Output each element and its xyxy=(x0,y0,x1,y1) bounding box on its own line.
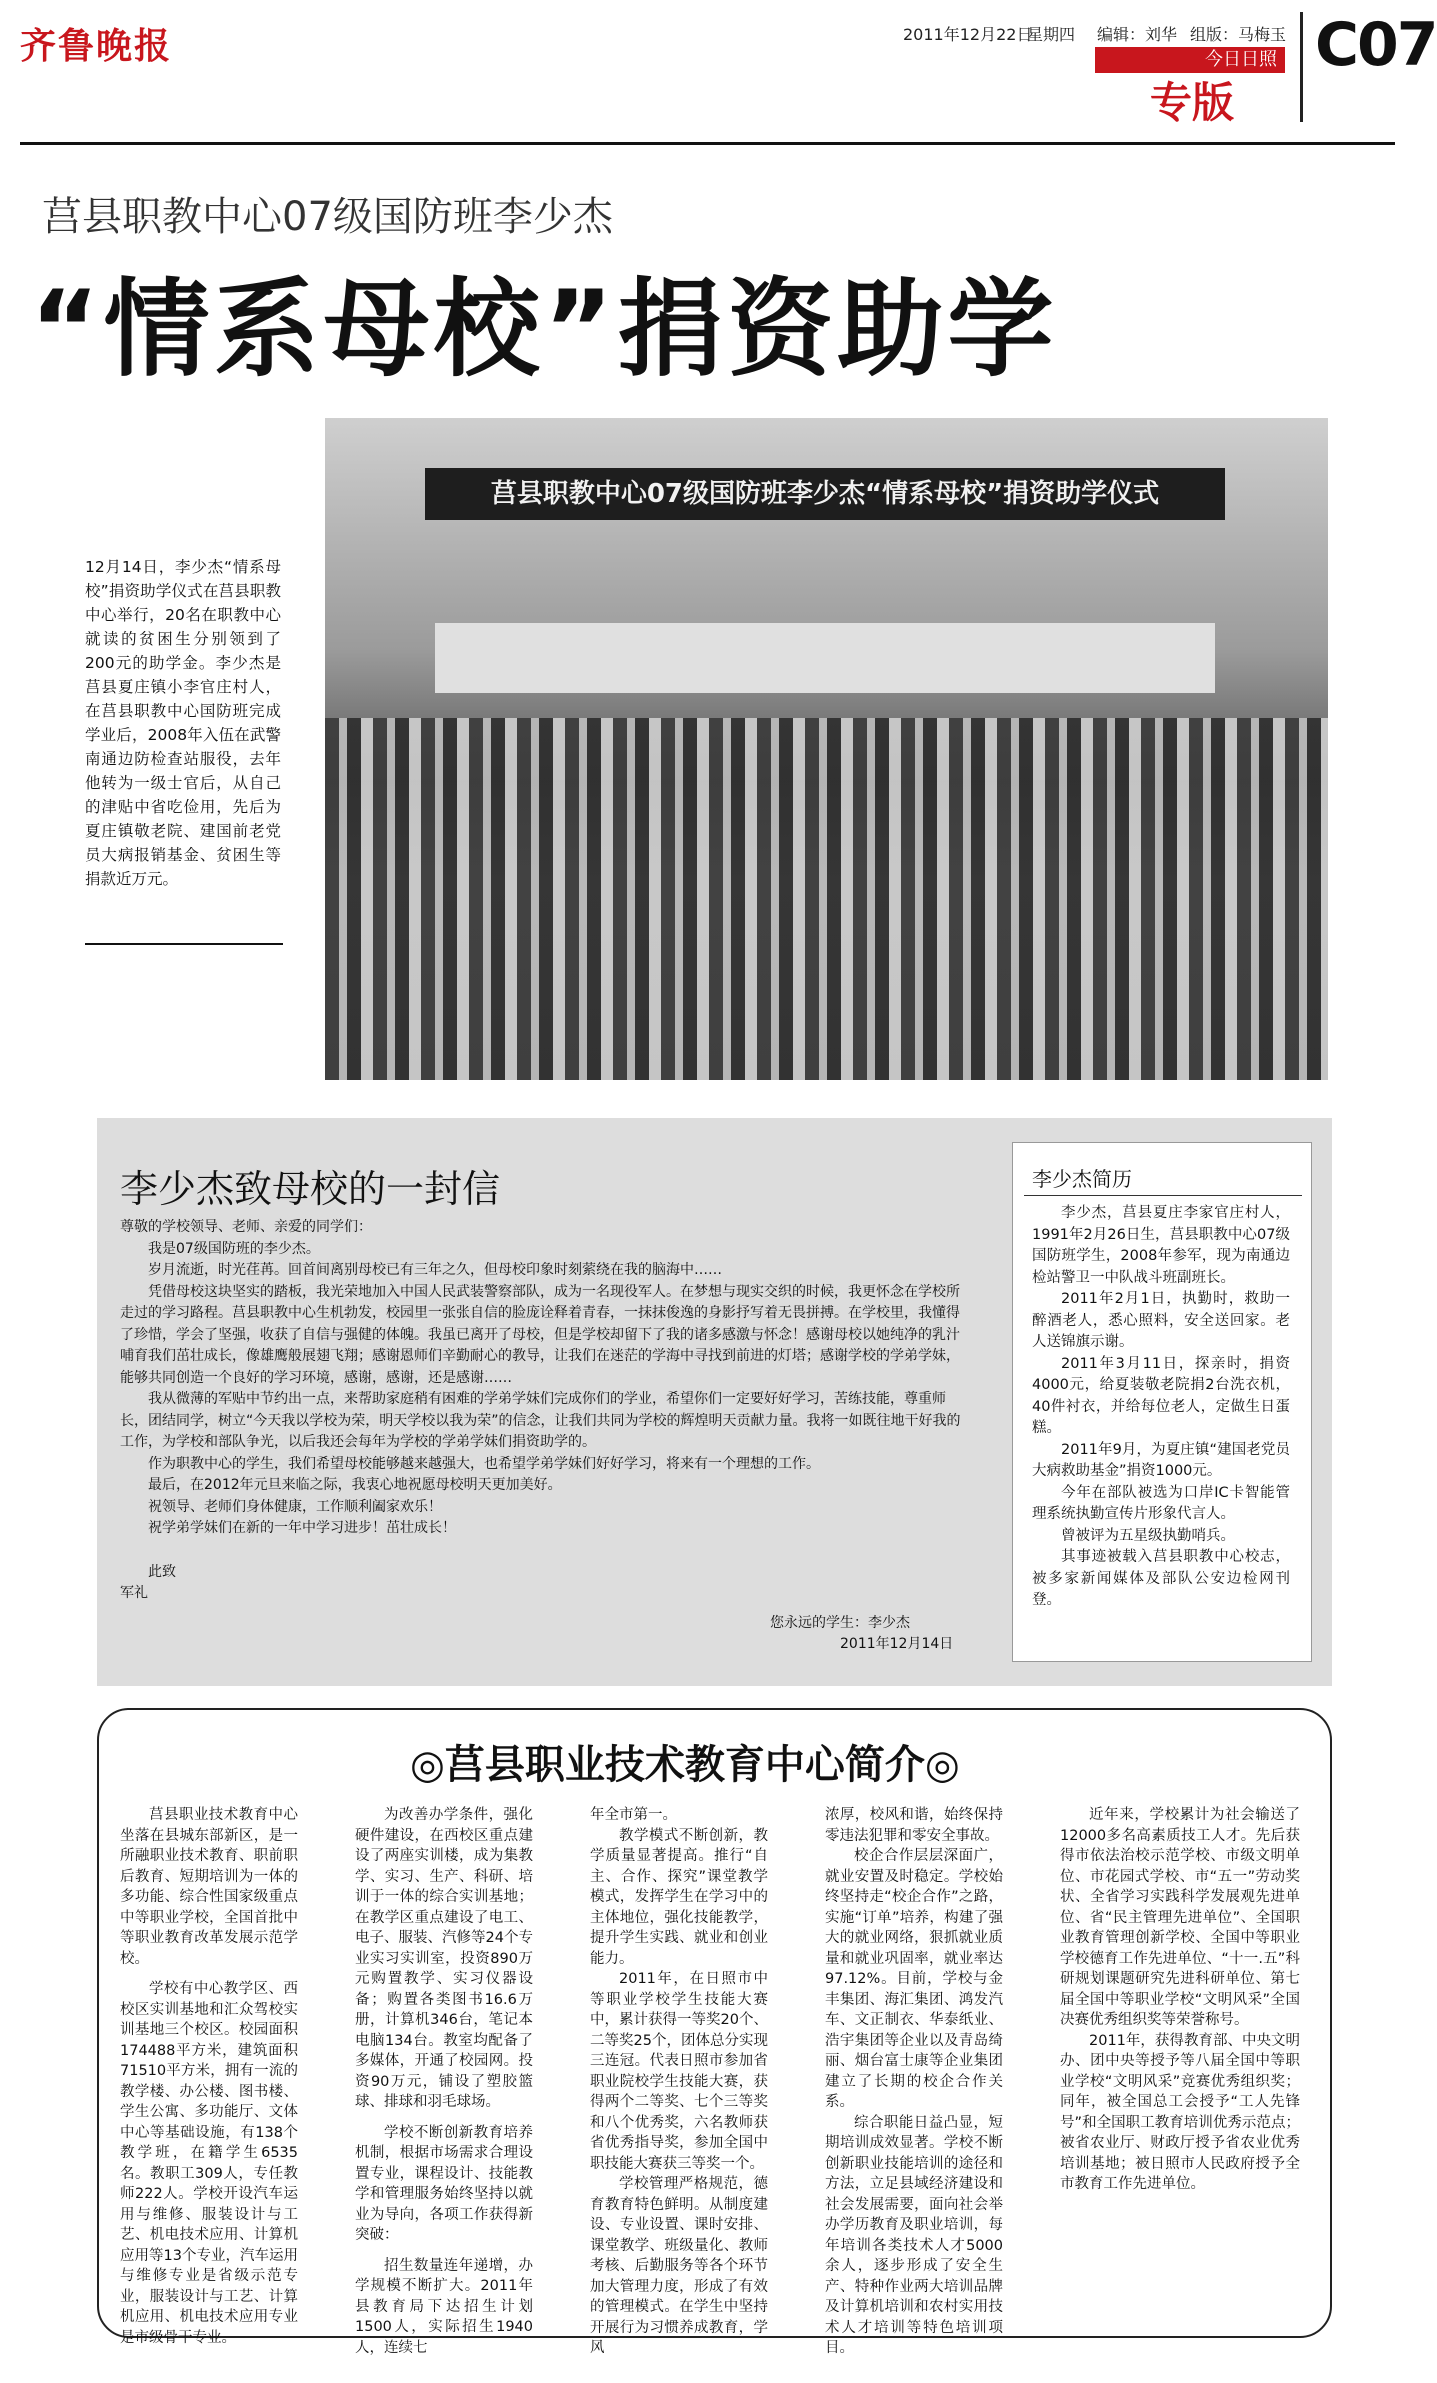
intro-column-2 xyxy=(355,1805,533,2358)
bio-rule xyxy=(1024,1195,1302,1196)
intro-paragraph: 校企合作层层深面广，就业安置及时稳定。学校始终坚持走“校企合作”之路，实施“订单”培养，构建了强大的就业网络，狠抓就业质量和就业巩固率，就业率达97.12%。目前，学校与金丰集团、海汇集团、鸿发汽车、文正制衣、华泰纸业、浩宇集团等企业以及青岛绮丽、烟台富士康等企业集团建立了长期的校企合作关系。 xyxy=(825,1848,1003,2110)
intro-paragraph: 莒县职业技术教育中心坐落在县城东部新区，是一所融职业技术教育、职前职后教育、短期培训为一体的多功能、综合性国家级重点中等职业学校，全国首批中等职业教育改革发展示范学校。 xyxy=(120,1807,298,1967)
intro-paragraph: 招生数量连年递增，办学规模不断扩大。2011年县教育局下达招生计划1500人，实际招生1940人，连续七 xyxy=(355,2257,533,2356)
intro-paragraph: 为改善办学条件，强化硬件建设，在西校区重点建设了两座实训楼，成为集教学、实习、生产、科研、培训于一体的综合实训基地；在教学区重点建设了电工、电子、服装、汽修等24个专业实习实训室，投资890万元购置教学、实习仪器设备；购置各类图书16.6万册，计算机346台，笔记本电脑134台。教室均配备了多媒体，开通了校园网。投资90万元，铺设了塑胶篮球、排球和羽毛球场。 xyxy=(355,1807,533,2110)
bio-paragraph: 其事迹被载入莒县职教中心校志，被多家新闻媒体及部队公安边检网刊登。 xyxy=(1032,1549,1290,1608)
issue-weekday: 星期四 xyxy=(1027,25,1076,44)
intro-column-1 xyxy=(120,1805,298,2348)
bio-body xyxy=(1032,1203,1290,1612)
article-subtitle: 莒县职教中心07级国防班李少杰 xyxy=(42,194,613,240)
header-rule xyxy=(20,142,1395,145)
bio-paragraph: 曾被评为五星级执勤哨兵。 xyxy=(1061,1527,1235,1544)
intro-paragraph: 学校有中心教学区、西校区实训基地和汇众驾校实训基地三个校区。校园面积174488平方米，建筑面积71510平方米，拥有一流的教学楼、办公楼、图书楼、学生公寓、多功能厅、文体中心等基础设施，有138个教学班，在籍学生6535名。教职工309人，专任教师222人。学校开设汽车运用与维修、服装设计与工艺、机电技术应用、计算机应用等13个专业，汽车运用与维修专业是省级示范专业，服装设计与工艺、计算机应用、机电技术应用专业是市级骨干专业。 xyxy=(120,1981,298,2346)
caption-rule xyxy=(85,943,283,945)
editor-credit: 编辑：刘华 xyxy=(1097,25,1178,44)
edition-label: 今日日照 xyxy=(1095,47,1285,73)
intro-paragraph: 年全市第一。 xyxy=(590,1807,677,1823)
bio-paragraph: 2011年3月11日，探亲时，捐资4000元，给夏装敬老院捐2台洗衣机，40件衬衣，并给每位老人，定做生日蛋糕。 xyxy=(1032,1355,1290,1436)
bio-paragraph: 2011年9月，为夏庄镇“建国老党员大病救助基金”捐资1000元。 xyxy=(1032,1441,1290,1479)
page-number: C07 xyxy=(1315,10,1437,80)
bio-paragraph: 2011年2月1日，执勤时，救助一醉酒老人，悉心照料，安全送回家。老人送锦旗示谢。 xyxy=(1032,1291,1290,1350)
intro-column-4 xyxy=(825,1805,1003,2359)
header-divider xyxy=(1300,12,1303,122)
issue-date: 2011年12月22日 xyxy=(903,25,1033,44)
photo-banner: 莒县职教中心07级国防班李少杰“情系母校”捐资助学仪式 xyxy=(425,468,1225,520)
letter-body xyxy=(120,1217,970,1605)
intro-paragraph: 学校不断创新教育培养机制，根据市场需求合理设置专业，课程设计、技能教学和管理服务始终坚持以就业为导向，各项工作获得新突破： xyxy=(355,2124,533,2243)
intro-column-3 xyxy=(590,1805,768,2359)
photo-audience xyxy=(325,718,1328,1080)
letter-paragraph: 我从微薄的军贴中节约出一点，来帮助家庭稍有困难的学弟学妹们完成你们的学业，希望你们一定要好好学习，苦练技能，尊重师长，团结同学，树立“今天我以学校为荣，明天学校以我为荣”的信念，让我们共同为学校的辉煌明天贡献力量。我将一如既往地干好我的工作，为学校和部队争光，以后我还会每年为学校的学弟学妹们捐资助学的。 xyxy=(120,1391,961,1450)
intro-paragraph: 近年来，学校累计为社会输送了12000多名高素质技工人才。先后获得市依法治校示范学校、市级文明单位、市花园式学校、市“五一”劳动奖状、全省学习实践科学发展观先进单位、省“民主管理先进单位”、全国职业教育管理创新学校、全国中等职业学校德育工作先进单位、“十一.五”科研规划课题研究先进科研单位、第七届全国中等职业学校“文明风采”全国决赛优秀组织奖等荣誉称号。 xyxy=(1060,1807,1300,2028)
letter-signature: 您永远的学生：李少杰 xyxy=(770,1615,910,1631)
letter-paragraph: 凭借母校这块坚实的踏板，我光荣地加入中国人民武装警察部队，成为一名现役军人。在梦想与现实交织的时候，我更怀念在学校所走过的学习路程。莒县职教中心生机勃发，校园里一张张自信的脸庞诠释着青春，一抹抹俊逸的身影抒写着无畏拼搏。在学校里，我懂得了珍惜，学会了坚强，收获了自信与强健的体魄。我虽已离开了母校，但是学校却留下了我的诸多感激与怀念！感谢母校以她纯净的乳汁哺育我们茁壮成长，像雄鹰般展翅飞翔；感谢恩师们辛勤耐心的教导，让我们在迷茫的学海中寻找到前进的灯塔；感谢学校的学弟学妹，能够共同创造一个良好的学习环境，感谢，感谢，还是感谢…… xyxy=(120,1283,960,1386)
article-title: “情系母校”捐资助学 xyxy=(30,268,1058,391)
section-label: 专版 xyxy=(1150,78,1235,127)
letter-paragraph: 祝学弟学妹们在新的一年中学习进步！茁壮成长！ xyxy=(148,1520,456,1536)
intro-paragraph: 2011年，在日照市中等职业学校学生技能大赛中，累计获得一等奖20个、二等奖25个，团体总分实现三连冠。代表日照市参加省职业院校学生技能大赛，获得两个二等奖、七个三等奖和八个优秀奖，六名教师获省优秀指导奖，参加全国中职技能大赛获三等奖一个。 xyxy=(590,1971,768,2172)
letter-salute: 军礼 xyxy=(120,1585,148,1601)
letter-paragraph: 作为职教中心的学生，我们希望母校能够越来越强大，也希望学弟学妹们好好学习，将来有一个理想的工作。 xyxy=(148,1455,820,1472)
letter-salutation: 尊敬的学校领导、老师、亲爱的同学们： xyxy=(120,1219,372,1235)
intro-paragraph: 教学模式不断创新，教学质量显著提高。推行“自主、合作、探究”课堂教学模式，发挥学生在学习中的主体地位，强化技能教学，提升学生实践、就业和创业能力。 xyxy=(590,1827,768,1967)
letter-title: 李少杰致母校的一封信 xyxy=(120,1167,501,1211)
bio-paragraph: 李少杰，莒县夏庄李家官庄村人，1991年2月26日生，莒县职教中心07级国防班学生，2008年参军，现为南通边检站警卫一中队战斗班副班长。 xyxy=(1032,1205,1290,1286)
intro-paragraph: 2011年，获得教育部、中央文明办、团中央等授予等八届全国中等职业学校“文明风采”竞赛优秀组织奖；同年，被全国总工会授予“工人先锋号”和全国职工教育培训优秀示范点；被省农业厅、财政厅授予省农业优秀培训基地；被日照市人民政府授予全市教育工作先进单位。 xyxy=(1060,2032,1300,2192)
letter-date: 2011年12月14日 xyxy=(840,1636,954,1652)
bio-paragraph: 今年在部队被选为口岸IC卡智能管理系统执勤宣传片形象代言人。 xyxy=(1032,1484,1290,1522)
letter-paragraph: 最后，在2012年元旦来临之际，我衷心地祝愿母校明天更加美好。 xyxy=(148,1477,562,1493)
newspaper-logo: 齐鲁晚报 xyxy=(20,25,173,67)
intro-paragraph: 综合职能日益凸显，短期培训成效显著。学校不断创新职业技能培训的途径和方法，立足县域经济建设和社会发展需要，面向社会举办学历教育及职业培训，每年培训各类技术人才5000余人，逐步形成了安全生产、特种作业两大培训品牌及计算机培训和农村实用技术人才培训等特色培训项目。 xyxy=(825,2114,1003,2356)
letter-closing: 此致 xyxy=(148,1563,176,1580)
letter-paragraph: 我是07级国防班的李少杰。 xyxy=(148,1240,320,1257)
photo-stage xyxy=(435,623,1215,693)
bio-title: 李少杰简历 xyxy=(1032,1167,1132,1191)
ceremony-photo xyxy=(325,418,1328,1080)
intro-column-5 xyxy=(1060,1805,1300,2195)
photo-caption: 12月14日，李少杰“情系母校”捐资助学仪式在莒县职教中心举行，20名在职教中心就读的贫困生分别领到了200元的助学金。李少杰是莒县夏庄镇小李官庄村人，在莒县职教中心国防班完成学业后，2008年入伍在武警南通边防检查站服役，去年他转为一级士官后，从自己的津贴中省吃俭用，先后为夏庄镇敬老院、建国前老党员大病报销基金、贫困生等捐款近万元。 xyxy=(85,558,281,888)
intro-title: ◎莒县职业技术教育中心简介◎ xyxy=(410,1742,960,1788)
intro-paragraph: 学校管理严格规范，德育教育特色鲜明。从制度建设、专业设置、课时安排、课堂教学、班级量化、教师考核、后勤服务等各个环节加大管理力度，形成了有效的管理模式。在学生中坚持开展行为习惯养成教育，学风 xyxy=(590,2176,768,2356)
letter-paragraph: 岁月流逝，时光荏苒。回首间离别母校已有三年之久，但母校印象时刻萦绕在我的脑海中…… xyxy=(148,1262,722,1278)
letter-paragraph: 祝领导、老师们身体健康，工作顺利阖家欢乐！ xyxy=(148,1498,442,1515)
intro-paragraph: 浓厚，校风和谐，始终保持零违法犯罪和零安全事故。 xyxy=(825,1807,1003,1844)
layout-credit: 组版：马梅玉 xyxy=(1190,25,1287,44)
